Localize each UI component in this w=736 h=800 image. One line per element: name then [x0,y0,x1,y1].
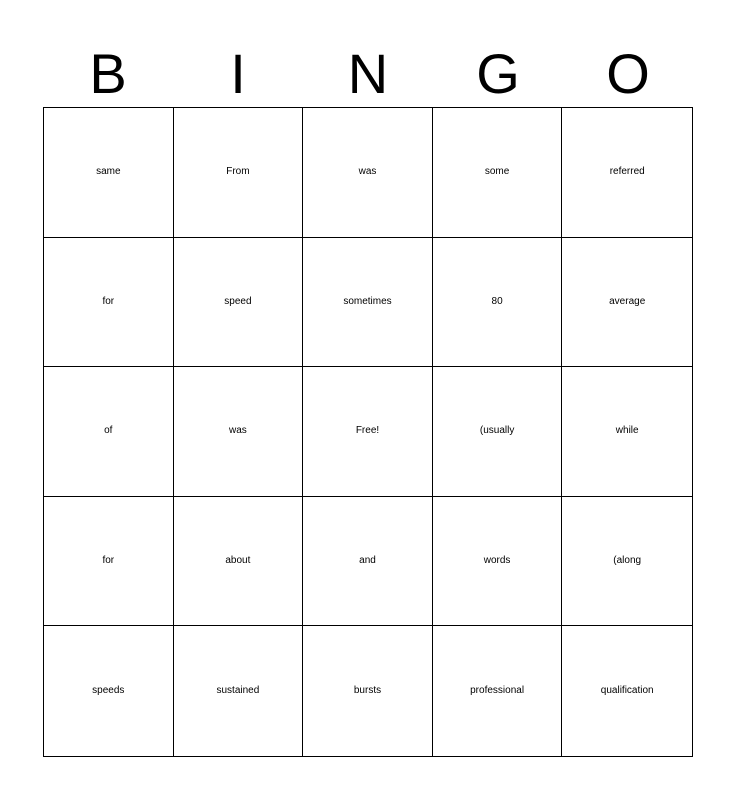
bingo-cell[interactable]: average [562,238,692,368]
bingo-cell-free[interactable]: Free! [303,367,433,497]
bingo-cell[interactable]: (along [562,497,692,627]
bingo-cell[interactable]: while [562,367,692,497]
header-letter-b: B [89,42,127,105]
bingo-cell[interactable]: qualification [600,685,654,697]
bingo-cell[interactable]: same [44,108,174,238]
bingo-header [43,40,693,108]
bingo-cell[interactable]: some [433,108,563,238]
header-letter-i: I [230,42,246,105]
bingo-cell[interactable]: sustained [174,626,304,756]
header-letter-n: N [347,42,389,105]
bingo-cell[interactable]: speeds [44,626,174,756]
bingo-cell[interactable]: for [44,238,174,368]
header-letter-o: O [606,42,650,105]
bingo-cell[interactable]: sometimes [303,238,433,368]
bingo-cell[interactable]: and [303,497,433,627]
bingo-cell[interactable]: (usually [433,367,563,497]
bingo-cell[interactable]: of [44,367,174,497]
bingo-cell[interactable]: about [174,497,304,627]
bingo-cell[interactable]: for [44,497,174,627]
bingo-cell[interactable]: was [303,108,433,238]
bingo-cell[interactable]: From [174,108,304,238]
bingo-cell[interactable]: professional [433,626,563,756]
bingo-cell[interactable]: speed [174,238,304,368]
header-letter-g: G [476,42,520,105]
bingo-cell[interactable]: 80 [433,238,563,368]
bingo-cell[interactable]: words [433,497,563,627]
bingo-cell[interactable]: was [174,367,304,497]
bingo-cell[interactable]: bursts [303,626,433,756]
bingo-card [43,107,693,757]
bingo-cell[interactable]: referred [562,108,692,238]
